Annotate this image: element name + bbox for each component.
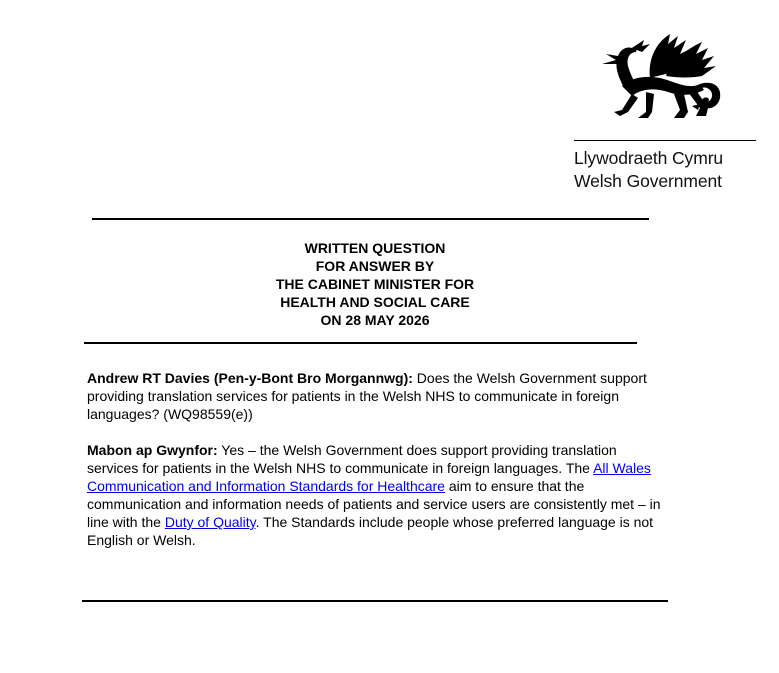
logo-text — [574, 147, 723, 193]
answer-text-3: . The Standards include people whose preferred language is not English or Welsh. — [87, 514, 654, 548]
middle-divider — [84, 342, 637, 344]
welsh-government-logo — [572, 18, 758, 191]
heading-line: WRITTEN QUESTION — [304, 240, 446, 256]
heading-line: ON 28 MAY 2026 — [320, 312, 430, 328]
heading-line: HEALTH AND SOCIAL CARE — [280, 294, 470, 310]
welsh-dragon-icon — [592, 26, 732, 136]
question-heading — [84, 239, 666, 329]
responder-name: Mabon ap Gwynfor: — [87, 442, 218, 458]
logo-line-english: Welsh Government — [574, 171, 722, 191]
answer-text-1: Yes – the Welsh Government does support providing translation services for patients in the Welsh NHS to communicate in foreign languages. The — [87, 442, 617, 476]
logo-line-welsh: Llywodraeth Cymru — [574, 148, 724, 168]
heading-line: FOR ANSWER BY — [315, 258, 435, 274]
question-text: Does the Welsh Government support providing translation services for patients in the Welsh NHS to communicate in foreign languages? (WQ98559(e)) — [87, 370, 647, 422]
asker-name: Andrew RT Davies (Pen-y-Bont Bro Morgannwg): — [87, 370, 413, 386]
question-paragraph — [87, 369, 667, 423]
logo-divider — [574, 140, 756, 141]
answer-text-2: aim to ensure that the communication and information needs of patients and service users are consistently met – in line with the — [87, 478, 661, 530]
heading-line: THE CABINET MINISTER FOR — [275, 276, 475, 292]
duty-of-quality-link[interactable]: Duty of Quality — [164, 514, 256, 530]
standards-link[interactable]: All Wales Communication and Information Standards for Healthcare — [87, 460, 651, 494]
answer-paragraph — [87, 441, 667, 549]
bottom-divider — [82, 600, 668, 602]
top-divider — [92, 218, 649, 220]
